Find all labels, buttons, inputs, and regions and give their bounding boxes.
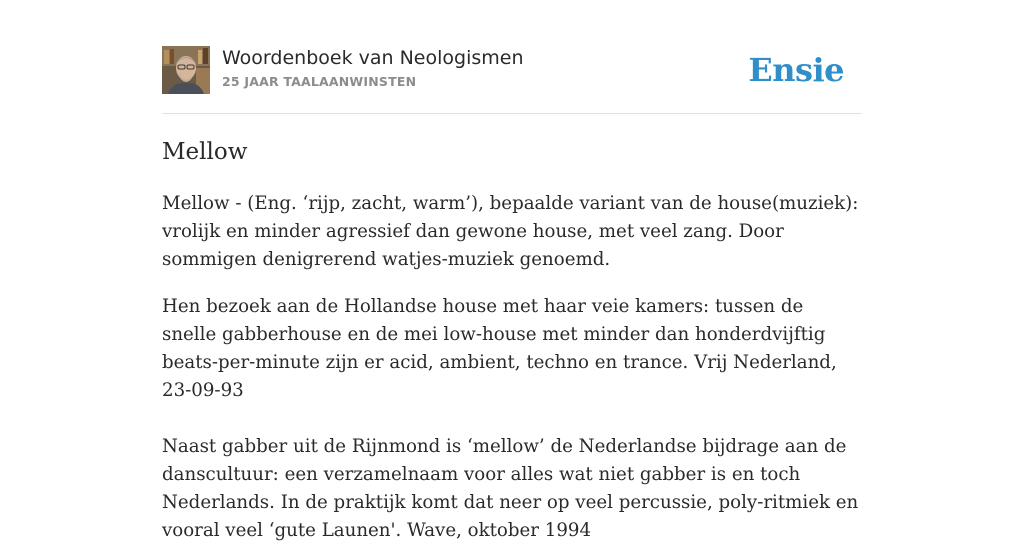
quote-paragraph: Naast gabber uit de Rijnmond is ‘mellow’ de Nederlandse bijdrage aan de danscultuur: een verzamelnaam voor alles wat niet gabber is en toch Nederlands. In de praktijk komt dat neer op veel percussie, poly-ritmiek en vooral veel ‘gute Launen'. Wave, oktober 1994 [162,436,859,541]
ensie-logo-link[interactable]: Ensie [748,51,844,89]
definition-paragraph: Mellow - (Eng. ‘rijp, zacht, warm’), bepaalde variant van de house(muziek): vrolijk en minder agressief dan gewone house, met veel zang. Door sommigen denigrerend watjes-muziek genoemd. [162,193,859,270]
site-header [162,46,862,96]
page-title: Mellow [162,139,248,165]
header-divider [162,113,862,114]
article-body [162,190,862,545]
avatar-portrait-icon [162,46,210,94]
quote-paragraph: Hen bezoek aan de Hollandse house met haar veie kamers: tussen de snelle gabberhouse en de mei low-house met minder dan honderdvijftig beats-per-minute zijn er acid, ambient, techno en trance. Vrij Nederland, 23-09-93 [162,296,837,401]
author-avatar[interactable] [162,46,210,94]
site-title[interactable]: Woordenboek van Neologismen [222,47,524,69]
site-subtitle: 25 JAAR TAALAANWINSTEN [222,74,417,89]
